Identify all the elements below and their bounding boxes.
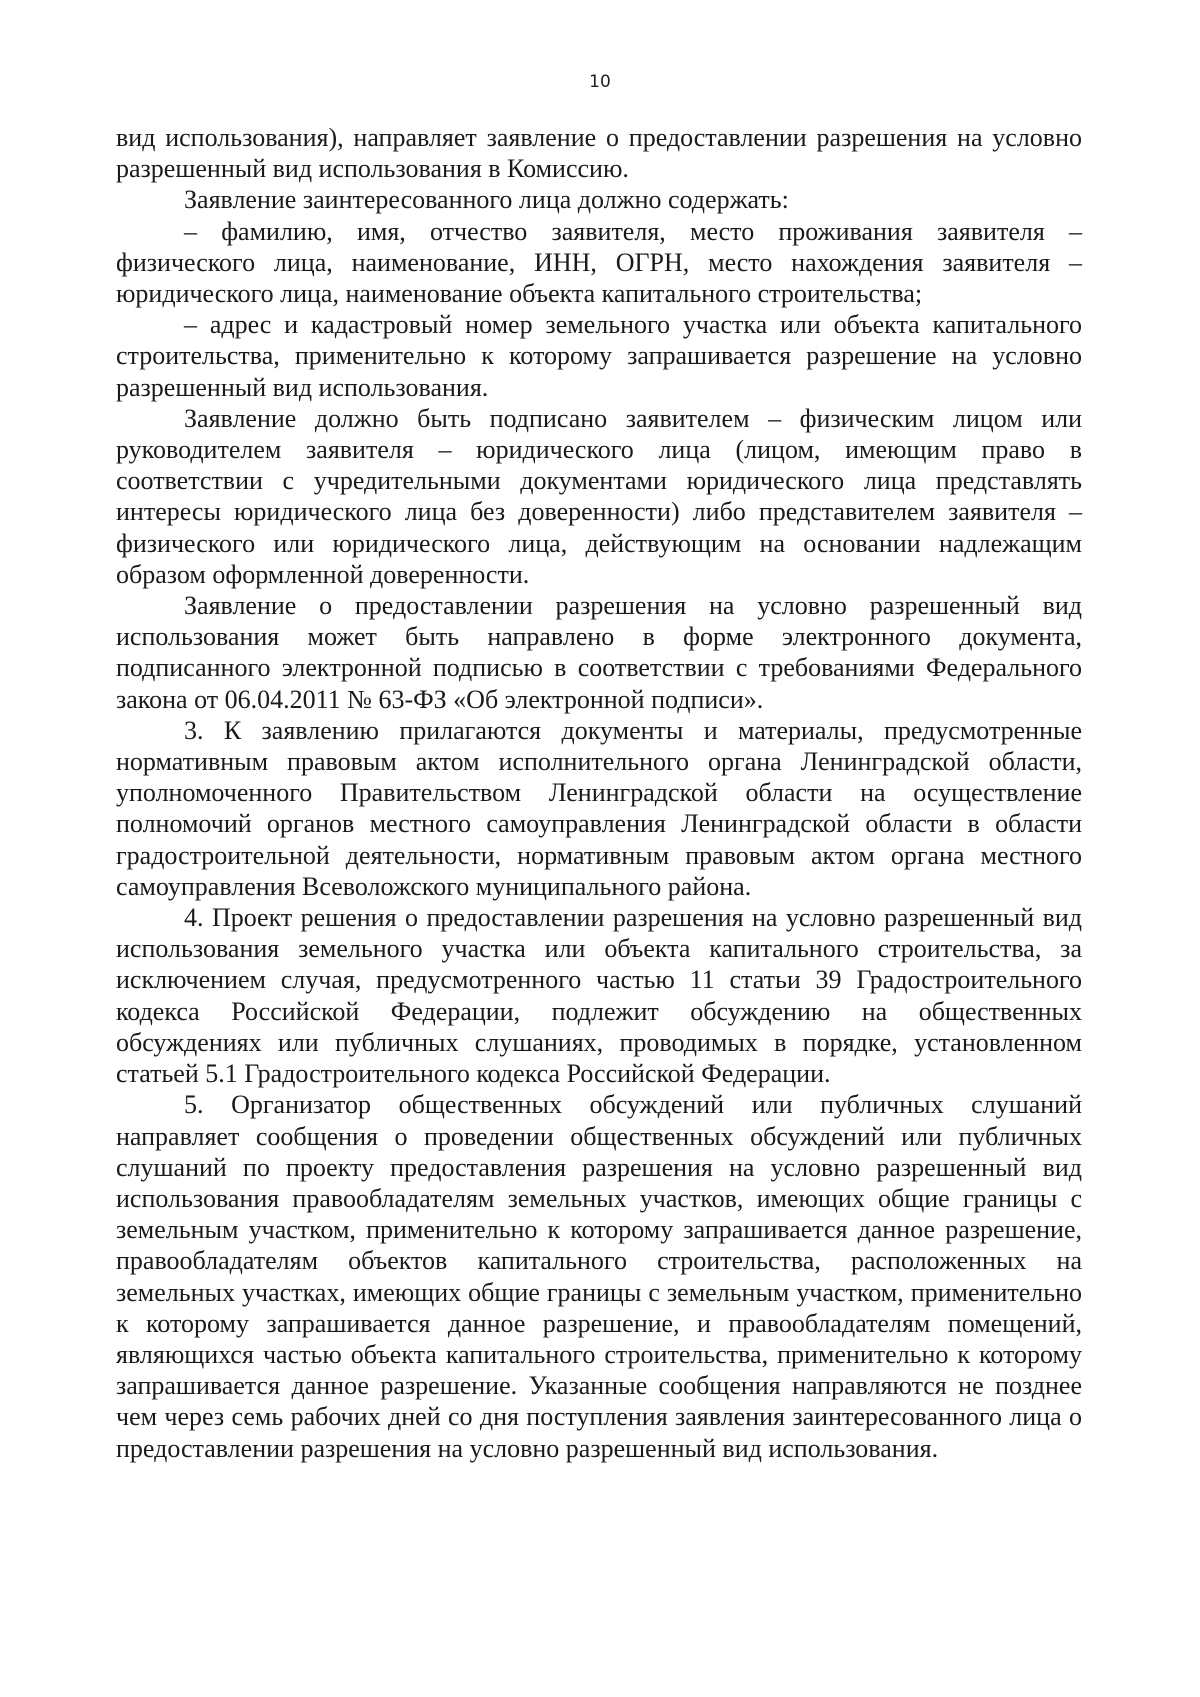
paragraph-item-5: 5. Организатор общественных обсуждений или публичных слушаний направляет сообщения о проведении общественных обсуждений или публичных слушаний по проекту предоставления разрешения на условно разрешенный вид использования правообладателям земельных участков, имеющих общие границы с земельным участком, применительно к которому запрашивается данное разрешение, правообладателям объектов капитального строительства, расположенных на земельных участках, имеющих общие границы с земельным участком, применительно к которому запрашивается данное разрешение, и правообладателям помещений, являющихся частью объекта капитального строительства, применительно к которому запрашивается данное разрешение. Указанные сообщения направляются не позднее чем через семь рабочих дней со дня поступления заявления заинтересованного лица о предоставлении разрешения на условно разрешенный вид использования.: [116, 1090, 1082, 1463]
document-body: [116, 122, 1082, 1464]
paragraph-item-4: 4. Проект решения о предоставлении разрешения на условно разрешенный вид использования земельного участка или объекта капитального строительства, за исключением случая, предусмотренного частью 11 статьи 39 Градостроительного кодекса Российской Федерации, подлежит обсуждению на общественных обсуждениях или публичных слушаниях, проводимых в порядке, установленном статьей 5.1 Градостроительного кодекса Российской Федерации.: [116, 903, 1082, 1089]
paragraph-signature-requirement: Заявление должно быть подписано заявителем – физическим лицом или руководителем заявителя – юридического лица (лицом, имеющим право в соответствии с учредительными документами юридического лица представлять интересы юридического лица без доверенности) либо представителем заявителя – физического или юридического лица, действующим на основании надлежащим образом оформленной доверенности.: [116, 403, 1082, 589]
page-number: 10: [589, 72, 611, 92]
paragraph-continuation: вид использования), направляет заявление о предоставлении разрешения на условно разрешенный вид использования в Комиссию.: [116, 123, 1082, 184]
paragraph-electronic-submission: Заявление о предоставлении разрешения на условно разрешенный вид использования может быть направлено в форме электронного документа, подписанного электронной подписью в соответствии с требованиями Федерального закона от 06.04.2011 № 63-ФЗ «Об электронной подписи».: [116, 591, 1082, 714]
list-item-applicant-details: – фамилию, имя, отчество заявителя, место проживания заявителя – физического лица, наименование, ИНН, ОГРН, место нахождения заявителя – юридического лица, наименование объекта капитального строительства;: [116, 216, 1082, 309]
paragraph-item-3: 3. К заявлению прилагаются документы и материалы, предусмотренные нормативным правовым актом исполнительного органа Ленинградской области, уполномоченного Правительством Ленинградской области на осуществление полномочий органов местного самоуправления Ленинградской области в области градостроительной деятельности, нормативным правовым актом органа местного самоуправления Всеволожского муниципального района.: [116, 715, 1082, 901]
list-item-address-cadastral: – адрес и кадастровый номер земельного участка или объекта капитального строительства, применительно к которому запрашивается разрешение на условно разрешенный вид использования.: [116, 310, 1082, 402]
paragraph-application-contents-intro: Заявление заинтересованного лица должно содержать:: [184, 185, 789, 215]
